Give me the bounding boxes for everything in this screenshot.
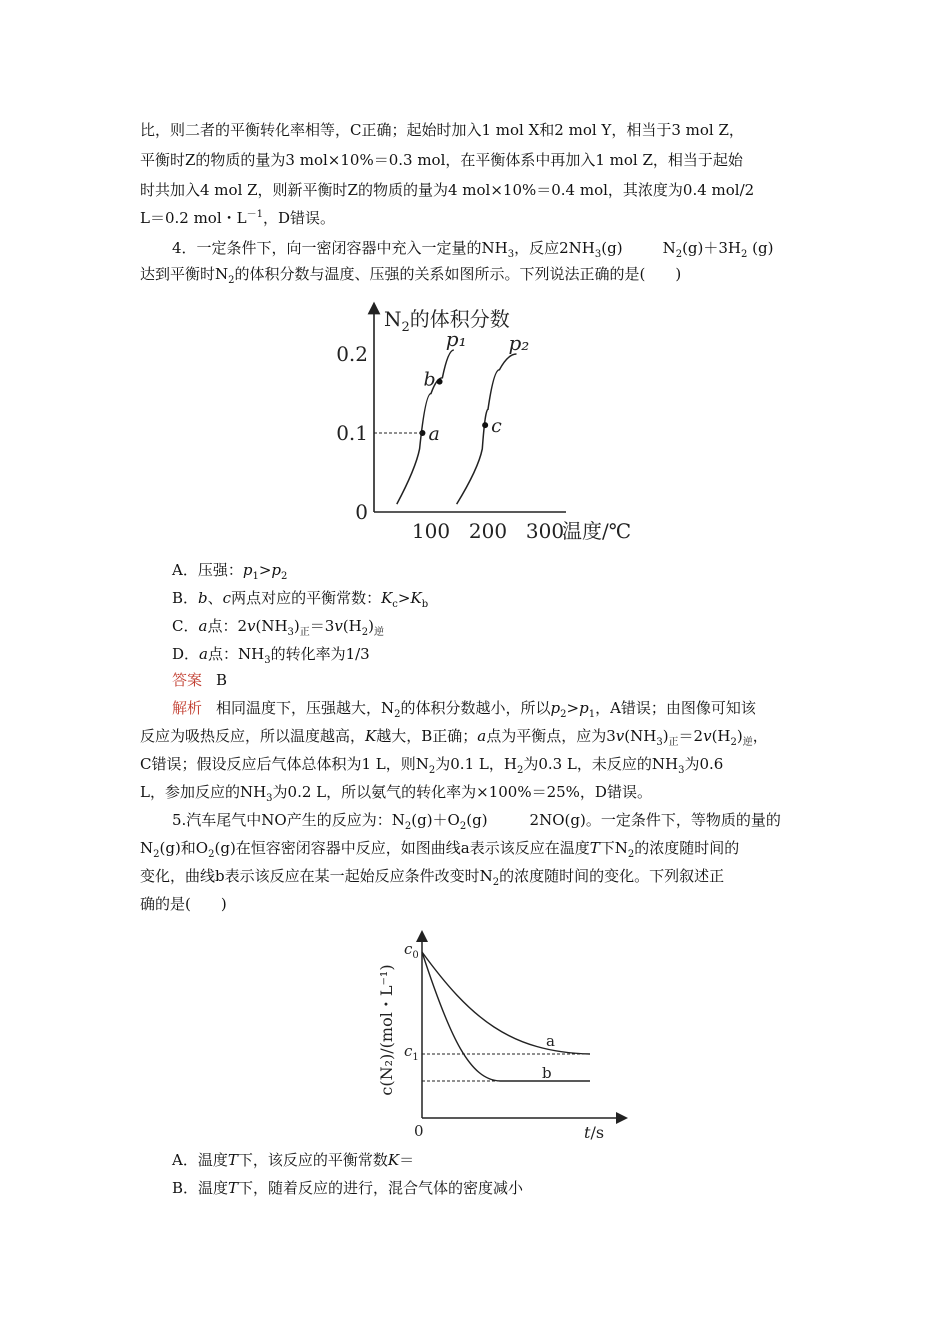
q4-option-a: A．压强：$p_1>p_2$: [172, 561, 288, 582]
y-tick-0: 0: [355, 500, 368, 524]
x-axis-title: 温度/℃: [562, 519, 632, 543]
tick-origin: 0: [414, 1122, 424, 1140]
q5-option-b: B．温度T下，随着反应的进行，混合气体的密度减小: [172, 1179, 524, 1197]
point-label-c: c: [491, 415, 502, 438]
y-tick-0.1: 0.1: [336, 421, 368, 445]
q4-analysis-line-3: C错误；假设反应后气体总体积为1 L，则$N_2$为0.1 L，$H_2$为0.3 L，未反应的$NH_3$为0.6: [140, 755, 724, 776]
curve-a-label: a: [546, 1032, 555, 1050]
q4-stem-line-2: 达到平衡时$N_2$的体积分数与温度、压强的关系如图所示。下列说法正确的是( ): [140, 265, 682, 286]
prev-line-4: L＝0.2 mol・$L^{-1}$，D错误。: [140, 209, 336, 227]
q4-analysis-line-1: 解析 相同温度下，压强越大，$N_2$的体积分数越小，所以$p_2>p_1$，A错误；由图像可知该: [172, 699, 756, 720]
tick-c0: $c_0$: [404, 940, 419, 961]
q4-option-d: D．a点：$NH_3$的转化率为1/3: [172, 645, 370, 666]
point-b: [437, 379, 443, 385]
prev-line-3: 时共加入4 mol Z，则新平衡时Z的物质的量为4 mol×10%＝0.4 mol，其浓度为0.4 mol/2: [140, 181, 755, 199]
curve-a: [422, 952, 590, 1054]
curve-p2: [457, 354, 517, 504]
prev-line-1: 比，则二者的平衡转化率相等，C正确；起始时加入1 mol X和2 mol Y，相当于3 mol Z，: [140, 121, 744, 139]
point-c: [482, 422, 488, 428]
curve-label-p1: p₁: [445, 327, 467, 352]
y-axis-title: $N_2$的体积分数: [384, 307, 510, 335]
n2-concentration-time-chart: [360, 928, 636, 1148]
curve-label-p2: p₂: [508, 331, 530, 355]
q4-analysis-line-2: 反应为吸热反应，所以温度越高，K越大，B正确；a点为平衡点，应为$3v(NH_3)_正=2v(H_2)_逆$，: [140, 727, 768, 748]
x-tick-100: 100: [411, 519, 451, 543]
x-tick-300: 300: [525, 519, 565, 543]
q5-stem-line-2: $N_2(g)$和$O_2(g)$在恒容密闭容器中反应，如图曲线a表示该反应在温度T下$N_2$的浓度随时间的: [140, 839, 740, 860]
q4-stem-line-1: 4．一定条件下，向一密闭容器中充入一定量的$NH_3$，反应$2NH_3(g)$ $N_2(g)+3H_2$ (g): [172, 239, 774, 260]
q5-option-a: A．温度T下，该反应的平衡常数K＝: [172, 1151, 415, 1169]
x-axis-title: t/s: [584, 1123, 605, 1142]
q4-analysis-line-4: L，参加反应的$NH_3$为0.2 L，所以氨气的转化率为×100%＝25%，D错误。: [140, 783, 652, 804]
x-tick-200: 200: [468, 519, 508, 543]
q4-answer: 答案 B: [172, 671, 228, 689]
q5-stem-line-1: 5.汽车尾气中NO产生的反应为：$N_2(g)+O_2(g)$ 2NO(g)。一定条件下，等物质的量的: [172, 811, 781, 832]
q4-option-b: B．b、c两点对应的平衡常数：$K_c>K_b$: [172, 589, 429, 610]
curve-b-label: b: [542, 1064, 552, 1082]
q4-option-c: C．a点：$2v(NH_3)_正=3v(H_2)_逆$: [172, 617, 384, 638]
y-tick-0.2: 0.2: [336, 342, 368, 366]
point-label-b: b: [423, 368, 436, 391]
q5-stem-line-4: 确的是( ): [140, 895, 227, 913]
n2-volume-fraction-chart: [330, 296, 656, 552]
q5-stem-line-3: 变化，曲线b表示该反应在某一起始反应条件改变时$N_2$的浓度随时间的变化。下列叙述正: [140, 867, 725, 888]
prev-line-2: 平衡时Z的物质的量为3 mol×10%＝0.3 mol，在平衡体系中再加入1 mol Z，相当于起始: [140, 151, 743, 169]
tick-c1: $c_1$: [404, 1042, 419, 1063]
point-label-a: a: [428, 423, 440, 445]
curve-b: [422, 952, 590, 1081]
y-axis-title: c(N₂)/(mol・L⁻¹): [377, 964, 396, 1096]
